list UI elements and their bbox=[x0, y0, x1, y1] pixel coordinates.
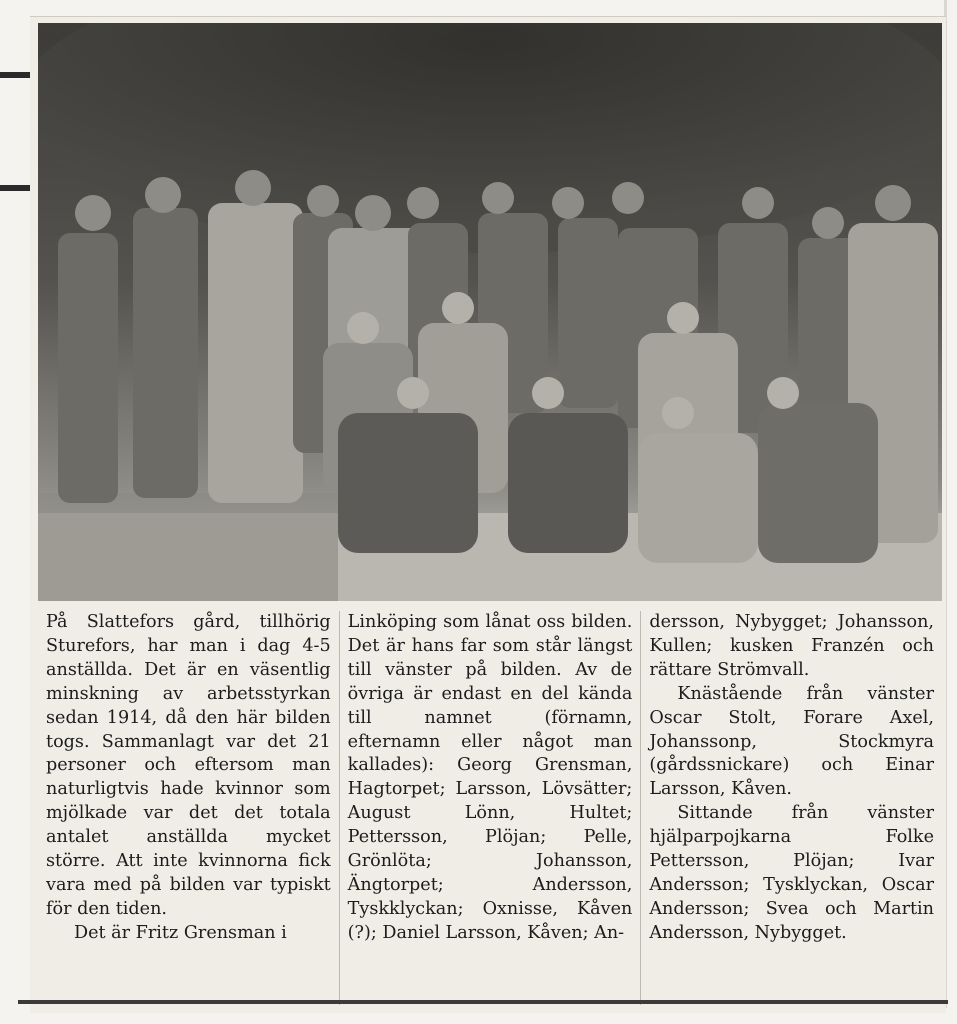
bottom-rule bbox=[18, 1000, 948, 1004]
caption-column-1 bbox=[38, 611, 339, 1005]
caption-paragraph: Knästående från vänster Oscar Stolt, Forare Axel, Johanssonp, Stockmyra (gårdssnickare) och Einar Larsson, Kåven. bbox=[649, 683, 935, 800]
newspaper-clipping bbox=[30, 16, 946, 1013]
caption-paragraph: dersson, Nybygget; Johansson, Kullen; kusken Franzén och rättare Strömvall. bbox=[649, 612, 935, 680]
group-photo-icon bbox=[38, 23, 942, 601]
edge-mark bbox=[0, 72, 34, 78]
group-photo bbox=[38, 23, 942, 601]
caption-paragraph: På Slattefors gård, tillhörig Sturefors, har man i dag 4-5 anställda. Det är en väsentlig minskning av arbetsstyrkan sedan 1914, då den här bilden togs. Sammanlagt var det 21 personer och eftersom man naturligtvis hade kvinnor som mjölkade var det det totala antalet anställda mycket större. Att inte kvinnorna fick vara med på bilden var typiskt för den tiden. bbox=[46, 612, 331, 919]
edge-mark bbox=[0, 185, 34, 191]
caption-column-2 bbox=[339, 611, 641, 1005]
caption-paragraph: Linköping som lånat oss bilden. Det är hans far som står längst till vänster på bilden. Av de övriga är endast en del kända till namnet (förnamn, efternamn eller något man kallades): Georg Grensman, Hagtorpet; Larsson, Lövsätter; August Lönn, Hultet; Pettersson, Plöjan; Pelle, Grönlöta; Johansson, Ängtorpet; Andersson, Tyskklyckan; Oxnisse, Kåven (?); Daniel Larsson, Kåven; An- bbox=[347, 612, 633, 943]
caption-paragraph: Sittande från vänster hjälparpojkarna Folke Pettersson, Plöjan; Ivar Andersson; Tysklyckan, Oscar Andersson; Svea och Martin Andersson, Nybygget. bbox=[649, 803, 935, 943]
caption-paragraph: Det är Fritz Grensman i bbox=[74, 922, 287, 943]
photo-caption bbox=[38, 611, 942, 1005]
caption-column-3 bbox=[640, 611, 942, 1005]
